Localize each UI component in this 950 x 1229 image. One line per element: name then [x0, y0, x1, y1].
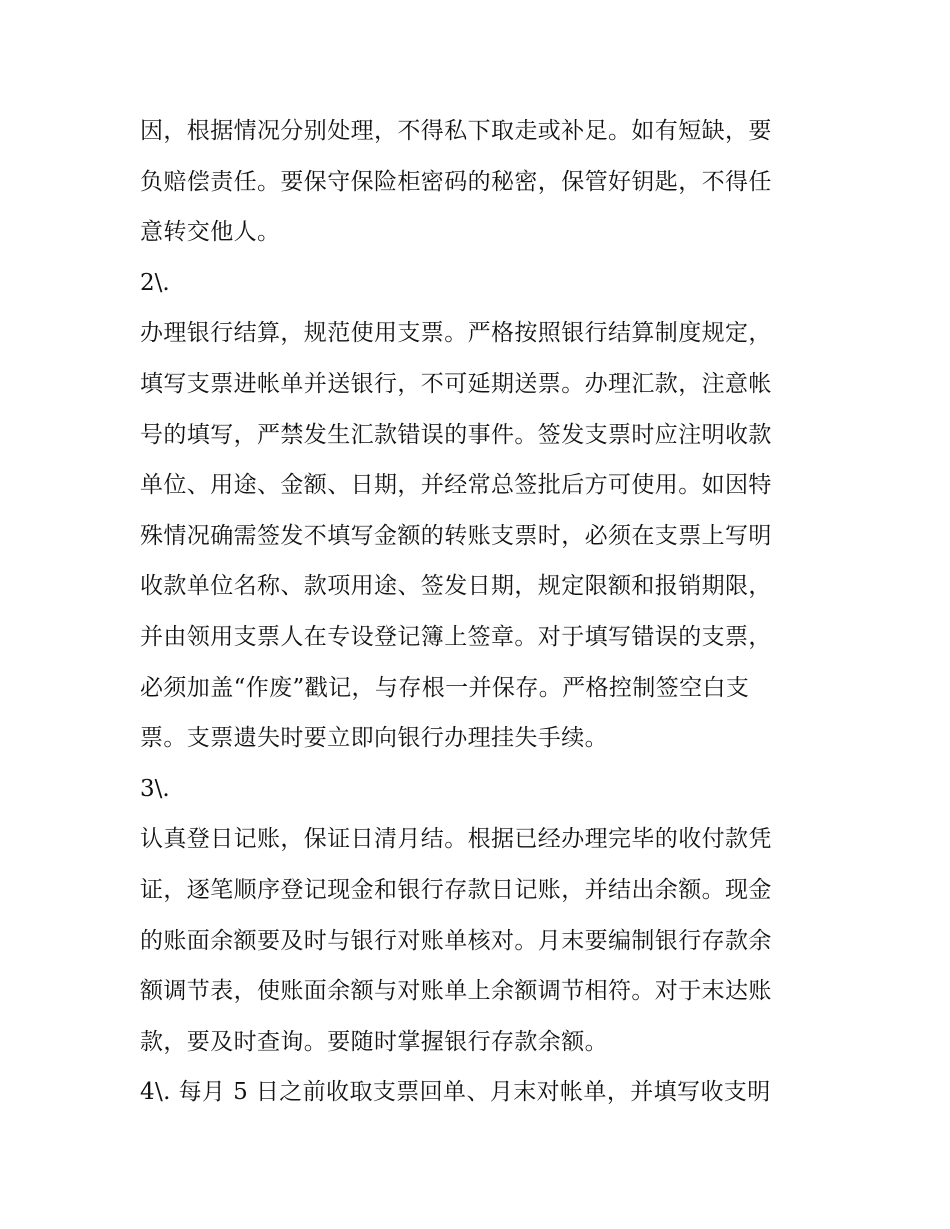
section-number: 2\.: [140, 269, 170, 296]
paragraph-line: 殊情况确需签发不填写金额的转账支票时，必须在支票上写明: [140, 522, 772, 549]
paragraph-line: 的账面余额要及时与银行对账单核对。月末要编制银行存款余: [140, 927, 772, 954]
paragraph-line: 款，要及时查询。要随时掌握银行存款余额。: [140, 1028, 608, 1055]
paragraph-line: 4\. 每月 5 日之前收取支票回单、月末对帐单，并填写收支明: [140, 1079, 771, 1106]
paragraph-line: 额调节表，使账面余额与对账单上余额调节相符。对于末达账: [140, 978, 772, 1005]
paragraph-line: 并由领用支票人在专设登记簿上签章。对于填写错误的支票，: [140, 623, 772, 650]
paragraph-line: 负赔偿责任。要保守保险柜密码的秘密，保管好钥匙，不得任: [140, 168, 772, 195]
paragraph-line: 票。支票遗失时要立即向银行办理挂失手续。: [140, 725, 608, 752]
paragraph-line: 填写支票进帐单并送银行，不可延期送票。办理汇款，注意帐: [140, 370, 772, 397]
paragraph-line: 办理银行结算，规范使用支票。严格按照银行结算制度规定，: [140, 320, 772, 347]
paragraph-line: 号的填写，严禁发生汇款错误的事件。签发支票时应注明收款: [140, 421, 772, 448]
paragraph-line: 单位、用途、金额、日期，并经常总签批后方可使用。如因特: [140, 472, 772, 499]
paragraph-line: 必须加盖“作废”戳记，与存根一并保存。严格控制签空白支: [140, 674, 750, 701]
paragraph-line: 证，逐笔顺序登记现金和银行存款日记账，并结出余额。现金: [140, 876, 772, 903]
paragraph-line: 因，根据情况分别处理，不得私下取走或补足。如有短缺，要: [140, 118, 772, 144]
paragraph-line: 意转交他人。: [140, 219, 281, 246]
paragraph-line: 收款单位名称、款项用途、签发日期，规定限额和报销期限，: [140, 573, 772, 600]
section-number: 3\.: [140, 775, 170, 802]
paragraph-line: 认真登日记账，保证日清月结。根据已经办理完毕的收付款凭: [140, 826, 772, 853]
document-body: [140, 106, 820, 1118]
